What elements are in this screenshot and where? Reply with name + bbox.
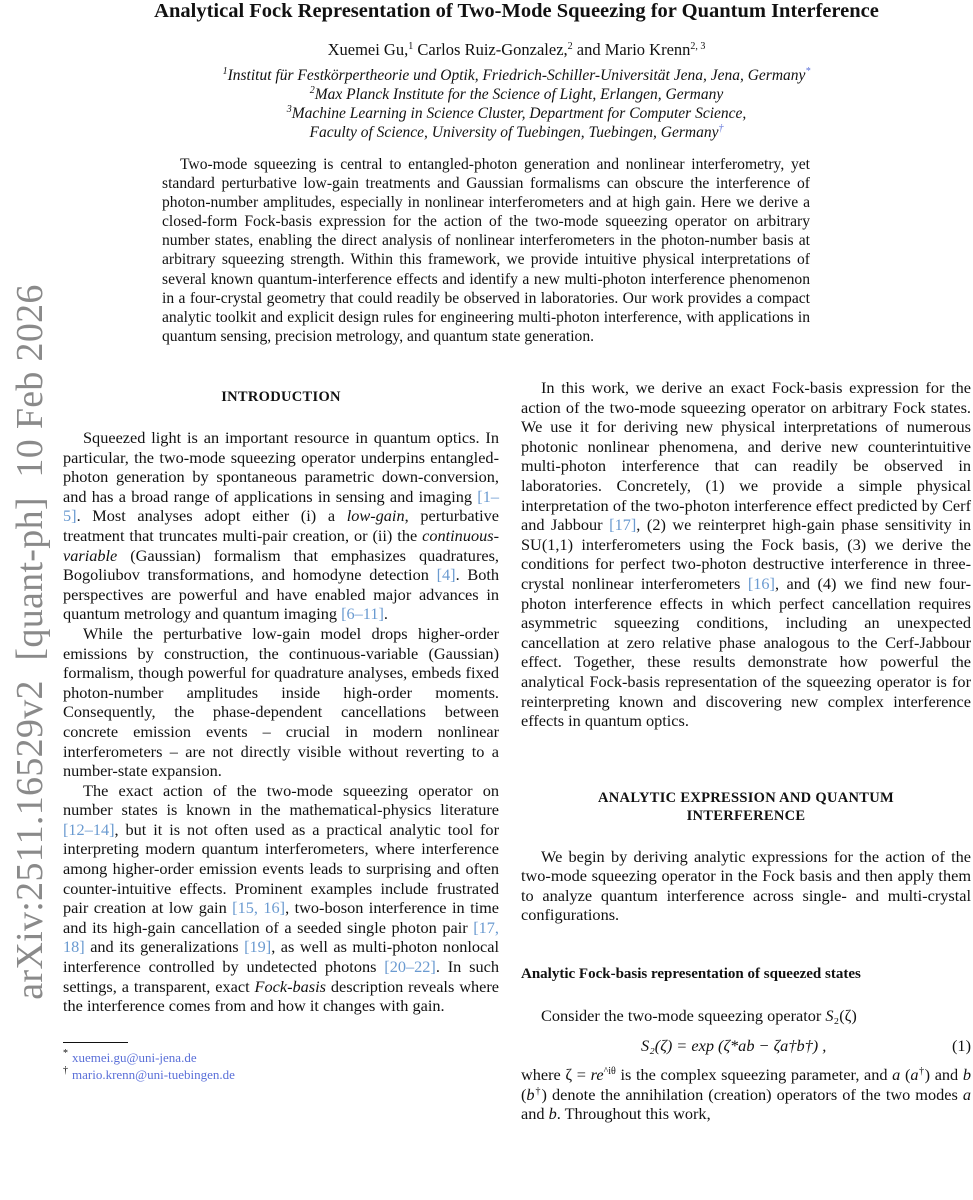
- author-name: and Mario Krenn: [572, 40, 691, 59]
- affiliation-number: 1: [222, 66, 228, 77]
- email-link[interactable]: mario.krenn@uni-tuebingen.de: [72, 1066, 235, 1082]
- text-run: The exact action of the two-mode squeezing operator on number states is known in the mathematical-physics literature: [63, 780, 499, 820]
- abstract: Two-mode squeezing is central to entangled-photon generation and nonlinear interferometry, yet standard perturbative low-gain treatments and Gaussian formalisms can obscure the interference of photon-number amplitudes, especially in nonlinear interferometers and at high gain. Here we derive a closed-form Fock-basis expression for the action of the two-mode squeezing operator on arbitrary number states, enabling the direct analysis of nonlinear interferometers in the photon-number basis at arbitrary squeezing strength. Within this framework, we provide intuitive physical interpretations of several known quantum-interference effects and identify a new multi-photon interference phenomenon in a four-crystal geometry that could readily be observed in laboratories. Our work provides a compact analytic toolkit and explicit design rules for engineering multi-photon interference, with applications in quantum sensing, precision metrology, and quantum state generation.: [162, 156, 810, 345]
- paragraph: [63, 428, 499, 624]
- text-run: , as well as multi-photon nonlocal interference controlled by undetected photons: [63, 937, 499, 977]
- footnote-mark-link[interactable]: †: [718, 123, 724, 134]
- email-link[interactable]: xuemei.gu@uni-jena.de: [72, 1049, 197, 1065]
- text-run: and: [521, 1104, 549, 1124]
- emphasis-text: Fock-basis: [254, 976, 326, 996]
- superscript: †: [534, 1085, 542, 1097]
- equation-1: [521, 1036, 971, 1056]
- text-run: Squeezed light is an important resource in quantum optics. In particular, the two-mode squeezing operator underpins entangled-photon generation by spontaneous parametric down-conversion, and has a broad range of applications in sensing and imaging: [63, 428, 499, 506]
- equation-body: S₂(ζ) = exp (ζ*ab − ζa†b†) ,: [641, 1035, 827, 1055]
- citation-link[interactable]: [1–5]: [63, 486, 499, 526]
- citation-link[interactable]: [17, 18]: [63, 917, 499, 957]
- footnotes: [63, 1049, 499, 1083]
- text-run: (: [900, 1065, 911, 1085]
- paragraph: [63, 781, 499, 1016]
- paper-title: Analytical Fock Representation of Two-Mode Squeezing for Quantum Interference: [154, 0, 879, 22]
- text-run: . In such settings, a transparent, exact: [63, 957, 499, 996]
- emphasis-text: a: [892, 1065, 901, 1085]
- paragraph: [521, 1065, 971, 1124]
- emphasis-text: re: [590, 1065, 604, 1085]
- footnote: [63, 1066, 499, 1083]
- text-run: (Gaussian) formalism that emphasizes quadratures, Bogoliubov transformations, and homodyne detection: [63, 545, 499, 585]
- text-run: and its generalizations: [84, 937, 245, 957]
- equation-number: (1): [952, 1035, 971, 1055]
- footnote-mark: *: [63, 1047, 68, 1059]
- citation-link[interactable]: [16]: [747, 573, 775, 593]
- left-column: [63, 378, 499, 1083]
- citation-link[interactable]: [17]: [609, 515, 637, 535]
- text-run: .: [383, 604, 388, 624]
- paragraph: [63, 624, 499, 781]
- emphasis-text: b: [962, 1065, 971, 1085]
- paragraph: [521, 378, 971, 731]
- footnote-mark: †: [63, 1064, 68, 1076]
- subsection-heading: Analytic Fock-basis representation of squeezed states: [521, 966, 861, 983]
- author-name: Xuemei Gu,: [327, 40, 409, 59]
- text-run: is the complex squeezing parameter, and: [615, 1065, 893, 1085]
- footnote: [63, 1049, 499, 1066]
- text-run: While the perturbative low-gain model drops higher-order emissions by construction, the continuous-variable (Gaussian) formalism, though powerful for quadrature analyses, embeds fixed photon-number amplitudes inside high-order moments. Consequently, the phase-dependent cancellations between concrete emission events – crucial in modern nonlinear interferometers – are not directly visible without reverting to a number-state expansion.: [63, 623, 499, 781]
- paragraph: [521, 1006, 971, 1026]
- arxiv-identifier-stamp: arXiv:2511.16529v2 [quant-ph] 10 Feb 2026: [9, 284, 51, 1000]
- emphasis-text: b: [548, 1104, 557, 1124]
- emphasis-text: b: [526, 1084, 535, 1104]
- affiliation-line: [60, 85, 973, 104]
- footnote-mark-link[interactable]: *: [805, 66, 811, 77]
- section-heading-analytic-expression: ANALYTIC EXPRESSION AND QUANTUM INTERFERENCE: [598, 789, 894, 824]
- emphasis-text: continuous-variable: [63, 525, 499, 565]
- introduction-body: [63, 428, 499, 1016]
- text-run: . Throughout this work,: [556, 1104, 711, 1124]
- author-name: Carlos Ruiz-Gonzalez,: [413, 40, 568, 59]
- text-run: In this work, we derive an exact Fock-basis expression for the action of the two-mode squeezing operator on arbitrary Fock states. We use it for deriving new physical interpretations of numerous photonic nonlinear phenomena, and derive new counterintuitive multi-photon interference that can readily be observed in laboratories. Concretely, (1) we provide a simple physical interpretation of the two-photon interference effect predicted by Cerf and Jabbour: [521, 378, 971, 535]
- text-run: . Most analyses adopt either (i) a: [76, 506, 347, 526]
- citation-link[interactable]: [12–14]: [63, 819, 115, 839]
- emphasis-text: a: [910, 1065, 919, 1085]
- affiliation-text: Max Planck Institute for the Science of Light, Erlangen, Germany: [314, 86, 724, 103]
- affiliation-line: [60, 104, 973, 123]
- text-run: ) denote the annihilation (creation) operators of the two modes: [541, 1084, 963, 1104]
- citation-link[interactable]: [20–22]: [384, 957, 436, 977]
- affiliation-line: [60, 66, 973, 85]
- citation-link[interactable]: [15, 16]: [232, 898, 286, 918]
- text-run: ₂(ζ): [833, 1006, 857, 1026]
- text-run: , two-boson interference in time and its high-gain cancellation of a seeded single photon pair: [63, 898, 500, 937]
- affiliation-line: [60, 123, 973, 142]
- section-heading-introduction: INTRODUCTION: [221, 389, 341, 405]
- emphasis-text: S: [825, 1006, 834, 1026]
- text-run: , (2) we reinterpret high-gain phase sensitivity in SU(1,1) interferometers using the Fock basis, (3) we derive the conditions for perfect two-photon destructive interference in three-crystal nonlinear interferometers: [521, 515, 971, 593]
- right-column: [521, 378, 971, 1124]
- affiliation-number: 2: [567, 41, 573, 52]
- citation-link[interactable]: [4]: [436, 565, 456, 585]
- text-run: ) and: [924, 1065, 963, 1085]
- text-run: , perturbative treatment that truncates multi-pair creation, or (ii) the: [63, 506, 499, 545]
- superscript: †: [918, 1066, 925, 1078]
- footnote-divider: [63, 1042, 128, 1043]
- affiliation-number: 3: [286, 104, 292, 115]
- citation-link[interactable]: [19]: [244, 937, 272, 957]
- affiliation-number: 2: [309, 85, 315, 96]
- citation-link[interactable]: [6–11]: [341, 604, 384, 624]
- text-run: , but it is not often used as a practical analytic tool for interpreting modern quantum interferometers, where interference among higher-order emission events leads to surprising and often counter-intuitive effects. Prominent examples include frustrated pair creation at low gain: [63, 819, 499, 918]
- affiliation-text: Machine Learning in Science Cluster, Department for Computer Science,: [291, 105, 747, 122]
- superscript: ^iθ: [603, 1066, 616, 1078]
- affiliation-text: Faculty of Science, University of Tuebingen, Tuebingen, Germany: [309, 124, 719, 141]
- paragraph: [521, 847, 971, 925]
- text-run: description reveals where the interference comes from and how it changes with gain.: [63, 976, 499, 1016]
- affiliation-text: Institut für Festkörpertheorie und Optik, Friedrich-Schiller-Universität Jena, Jena, Germany: [227, 67, 806, 84]
- emphasis-text: low-gain: [346, 506, 405, 526]
- text-run: Consider the two-mode squeezing operator: [541, 1006, 826, 1026]
- affiliations: [60, 66, 973, 142]
- affiliation-number: 2, 3: [690, 41, 706, 52]
- text-run: , and (4) we find new four-photon interference effects in which perfect cancellation requires asymmetric squeezing conditions, including an unexpected cancellation at zero relative phase analogous to the Cerf-Jabbour effect. Together, these results demonstrate how powerful the analytical Fock-basis representation of the squeezing operator is for reinterpreting known and discovering new complex interference effects in quantum optics.: [521, 573, 971, 731]
- text-run: . Both perspectives are powerful and have enabled major advances in quantum metrology and quantum imaging: [63, 565, 499, 624]
- text-run: where ζ =: [521, 1065, 591, 1085]
- text-run: (: [521, 1084, 527, 1104]
- emphasis-text: a: [962, 1084, 972, 1104]
- text-run: We begin by deriving analytic expressions for the action of the two-mode squeezing operator in the Fock basis and then apply them to analyze quantum interference across single- and multi-crystal configurations.: [521, 846, 971, 925]
- author-list: [60, 40, 973, 60]
- affiliation-number: 1: [408, 41, 414, 52]
